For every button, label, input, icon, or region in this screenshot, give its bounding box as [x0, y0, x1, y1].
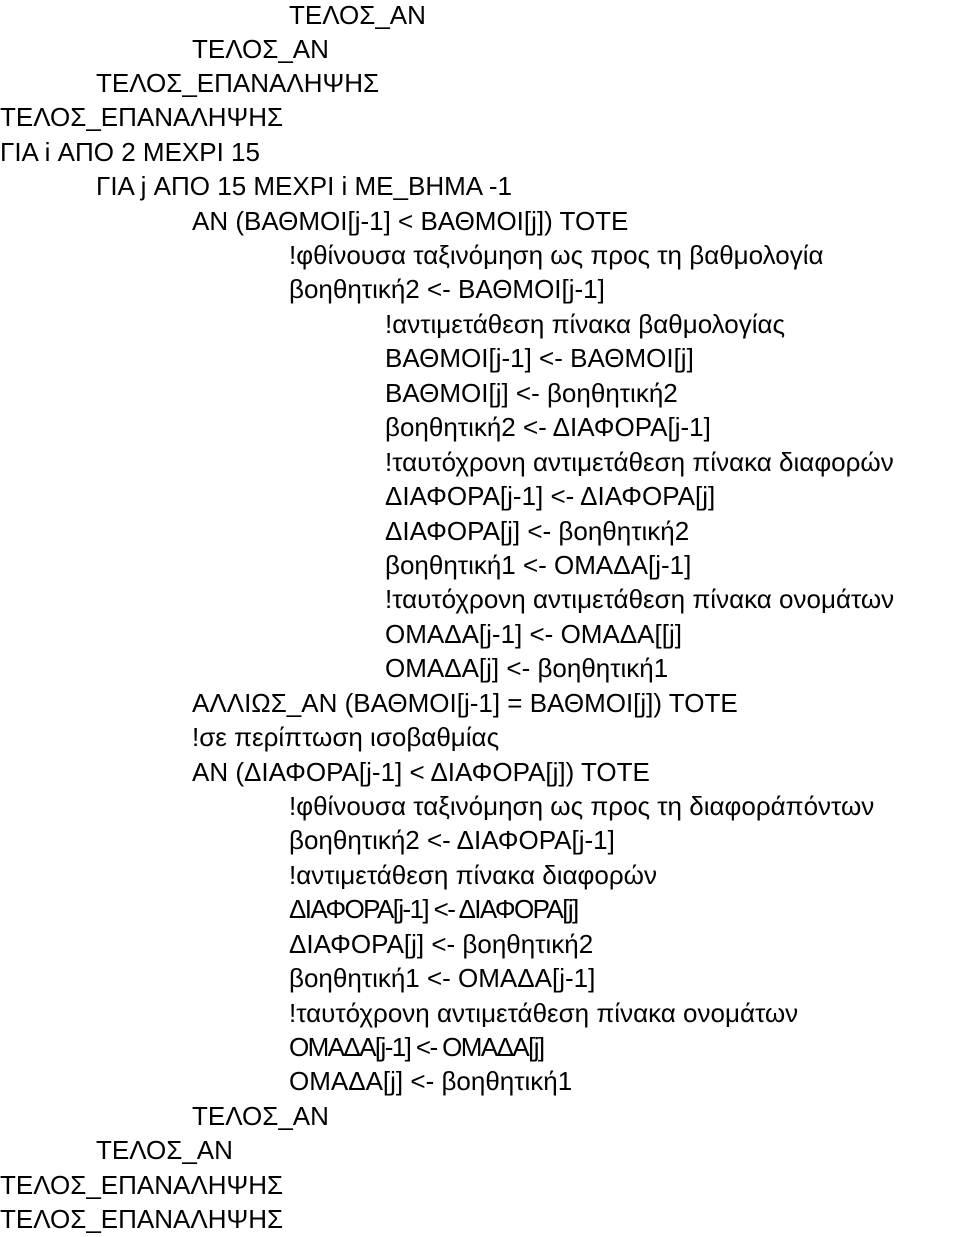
code-line: ΓΙΑ i ΑΠΟ 2 ΜΕΧΡΙ 15	[0, 137, 260, 167]
code-line: ΔΙΑΦΟΡΑ[j] <- βοηθητική2	[385, 516, 690, 546]
code-line: ΔΙΑΦΟΡΑ[j] <- βοηθητική2	[289, 929, 594, 959]
code-comment: !αντιμετάθεση πίνακα βαθμολογίας	[385, 309, 786, 339]
code-line: ΒΑΘΜΟΙ[j] <- βοηθητική2	[385, 378, 678, 408]
code-line: ΤΕΛΟΣ_ΕΠΑΝΑΛΗΨΗΣ	[96, 68, 380, 98]
code-line: ΤΕΛΟΣ_ΑΝ	[289, 0, 426, 30]
code-line: ΟΜΑΔΑ[j] <- βοηθητική1	[289, 1066, 573, 1096]
code-line: ΟΜΑΔΑ[j-1] <- ΟΜΑΔΑ[j]	[289, 1032, 544, 1062]
code-line: βοηθητική2 <- ΔΙΑΦΟΡΑ[j-1]	[289, 825, 615, 855]
code-comment: !φθίνουσα ταξινόμηση ως προς τη διαφοράπόντων	[289, 791, 875, 821]
code-line: ΑΝ (ΔΙΑΦΟΡΑ[j-1] < ΔΙΑΦΟΡΑ[j]) ΤΟΤΕ	[192, 757, 650, 787]
code-line: ΑΝ (ΒΑΘΜΟΙ[j-1] < ΒΑΘΜΟΙ[j]) ΤΟΤΕ	[192, 206, 629, 236]
code-comment: !φθίνουσα ταξινόμηση ως προς τη βαθμολογία	[289, 240, 824, 270]
code-line: ΓΙΑ j ΑΠΟ 15 ΜΕΧΡΙ i ΜΕ_ΒΗΜΑ -1	[96, 171, 512, 201]
code-line: ΟΜΑΔΑ[j] <- βοηθητική1	[385, 653, 669, 683]
code-line: βοηθητική2 <- ΒΑΘΜΟΙ[j-1]	[289, 274, 605, 304]
code-comment: !ταυτόχρονη αντιμετάθεση πίνακα ονομάτων	[289, 998, 799, 1028]
code-comment: !ταυτόχρονη αντιμετάθεση πίνακα διαφορών	[385, 447, 894, 477]
code-line: ΤΕΛΟΣ_ΑΝ	[96, 1135, 233, 1165]
code-line: ΔΙΑΦΟΡΑ[j-1] <- ΔΙΑΦΟΡΑ[j]	[385, 481, 716, 511]
code-comment: !ταυτόχρονη αντιμετάθεση πίνακα ονομάτων	[385, 584, 895, 614]
code-line: ΤΕΛΟΣ_ΑΝ	[192, 34, 329, 64]
code-line: ΤΕΛΟΣ_ΑΝ	[192, 1101, 329, 1131]
code-line: ΒΑΘΜΟΙ[j-1] <- ΒΑΘΜΟΙ[j]	[385, 343, 694, 373]
code-line: ΔΙΑΦΟΡΑ[j-1] <- ΔΙΑΦΟΡΑ[j]	[289, 894, 578, 924]
code-line: ΤΕΛΟΣ_ΕΠΑΝΑΛΗΨΗΣ	[0, 1204, 284, 1234]
code-line: ΤΕΛΟΣ_ΕΠΑΝΑΛΗΨΗΣ	[0, 102, 284, 132]
code-comment: !σε περίπτωση ισοβαθμίας	[192, 722, 500, 752]
code-line: ΑΛΛΙΩΣ_ΑΝ (ΒΑΘΜΟΙ[j-1] = ΒΑΘΜΟΙ[j]) ΤΟΤΕ	[192, 688, 738, 718]
code-line: βοηθητική1 <- ΟΜΑΔΑ[j-1]	[289, 963, 596, 993]
code-line: βοηθητική2 <- ΔΙΑΦΟΡΑ[j-1]	[385, 412, 711, 442]
code-comment: !αντιμετάθεση πίνακα διαφορών	[289, 860, 657, 890]
code-line: βοηθητική1 <- ΟΜΑΔΑ[j-1]	[385, 550, 692, 580]
code-line: ΟΜΑΔΑ[j-1] <- ΟΜΑΔΑ[[j]	[385, 619, 682, 649]
code-line: ΤΕΛΟΣ_ΕΠΑΝΑΛΗΨΗΣ	[0, 1170, 284, 1200]
